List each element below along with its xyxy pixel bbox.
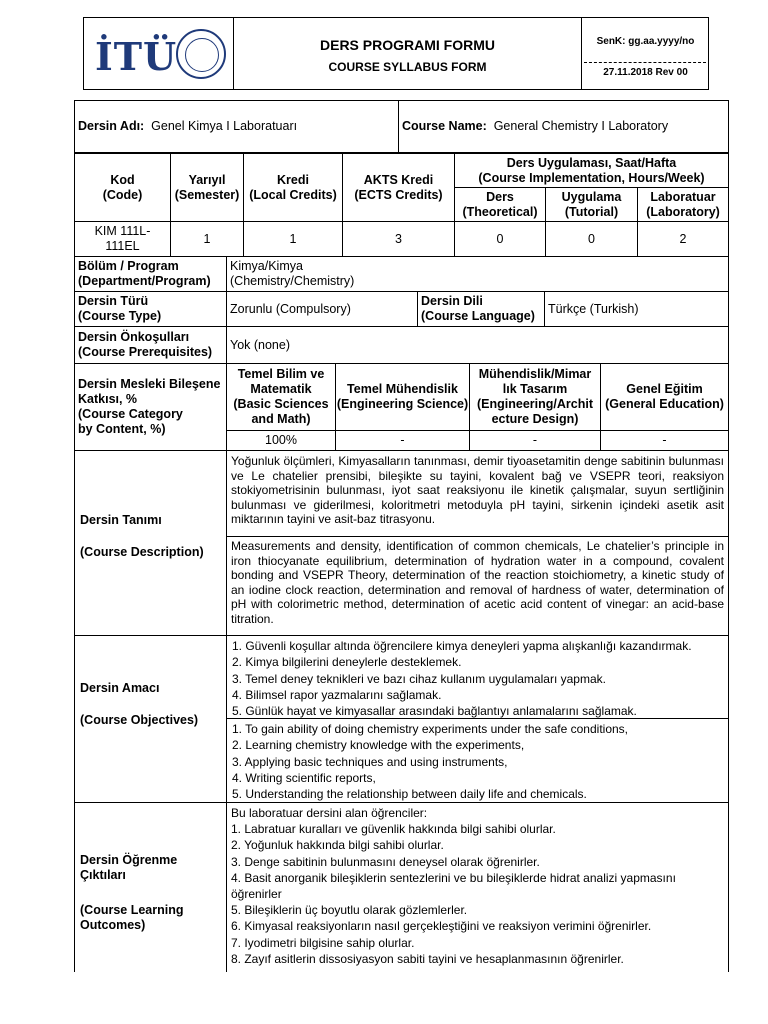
objective-tr-item: 4. Bilimsel rapor yazmalarını sağlamak.: [232, 687, 442, 702]
local-credits-header: [243, 153, 343, 222]
course-code-line2: 111EL: [105, 239, 140, 253]
objective-en-item: 3. Applying basic techniques and using instruments,: [232, 754, 508, 769]
description-label-tr: Dersin Tanımı: [80, 513, 162, 527]
itu-logo: [95, 34, 178, 79]
program-value: [226, 256, 729, 292]
course-name-en-label: Course Name:: [402, 119, 487, 133]
prerequisites-label-en: (Course Prerequisites): [78, 345, 213, 359]
category-label-line1: Dersin Mesleki Bileşene: [78, 377, 221, 391]
implementation-header-en: (Course Implementation, Hours/Week): [478, 170, 705, 185]
engineering-design-line1: Mühendislik/Mimar: [478, 367, 592, 381]
general-education-line2: (General Education): [605, 397, 724, 411]
course-code-line1: KIM 111L-: [94, 224, 151, 238]
course-language-label: [417, 291, 545, 327]
objective-en-item: 5. Understanding the relationship between daily life and chemicals.: [232, 787, 587, 802]
theoretical-value: 0: [454, 221, 546, 257]
laboratory-header-tr: Laboratuar: [650, 189, 716, 204]
prerequisites-label: [74, 326, 227, 364]
theoretical-header: [454, 187, 546, 222]
objective-tr-item: 5. Günlük hayat ve kimyasallar arasındaki bağlantıyı anlamalarını sağlamak.: [232, 704, 637, 719]
description-tr: Yoğunluk ölçümleri, Kimyasalların tanınması, demir tiyoasetamitin denge sabitinin bulunması ve Le chatelier prensibi, bileşikte su tayini, kovalent bağ ve VSEPR teori, reaksiyon stokiyometrisinin bulunması, iyot saat reaksiyonu ile kinetik çalışmalar, suyun sertliğinin bulunması ve giderilmesi, koloritmetri metoduyla pH tayini, sirkenin içindeki asetik asit miktarının tayini ve asit-baz titrasyonu.: [226, 450, 729, 537]
semester-header-tr: Yarıyıl: [188, 172, 226, 187]
senk-code: SenK: gg.aa.yyyy/no: [596, 36, 695, 47]
outcomes-label-en: [80, 903, 184, 933]
ects-header: [342, 153, 455, 222]
code-header: [74, 153, 171, 222]
basic-sciences-line2: Matematik: [250, 382, 312, 396]
category-label-line2: Katkısı, %: [78, 392, 138, 406]
objectives-tr-list: [226, 635, 729, 719]
category-engineering-design-value: -: [469, 430, 601, 451]
semester-header: [170, 153, 244, 222]
outcomes-label-tr-line1: Dersin Öğrenme: [80, 853, 178, 867]
outcomes-label-en-line1: (Course Learning: [80, 903, 184, 917]
category-label-line3: (Course Category: [78, 407, 183, 421]
engineering-design-line4: ecture Design): [491, 412, 579, 426]
outcome-item: 8. Zayıf asitlerin dissosiyasyon sabiti tayini ve hesaplanmasının öğrenirler.: [231, 951, 624, 966]
description-label-en: (Course Description): [80, 545, 204, 559]
local-credits-header-tr: Kredi: [277, 172, 309, 187]
ects-header-tr: AKTS Kredi: [363, 172, 434, 187]
implementation-header: [454, 153, 729, 188]
logo-text: İTÜ: [95, 34, 178, 79]
engineering-design-line2: lık Tasarım: [502, 382, 568, 396]
local-credits-value: 1: [243, 221, 343, 257]
program-label-tr: Bölüm / Program: [78, 259, 179, 273]
objectives-en-list: [226, 718, 729, 803]
objective-tr-item: 3. Temel deney teknikleri ve bazı cihaz kullanım uygulamaları yapmak.: [232, 671, 606, 686]
ects-header-en: (ECTS Credits): [354, 187, 443, 202]
header-divider-left: [233, 17, 234, 90]
outcomes-label-en-line2: Outcomes): [80, 918, 146, 932]
university-seal-icon: [176, 29, 226, 79]
header-divider-right: [581, 17, 582, 90]
outcomes-label-tr-line2: Çıktıları: [80, 868, 126, 882]
category-label-line4: by Content, %): [78, 422, 166, 436]
course-name-tr-cell: [74, 100, 399, 153]
course-language-value: [544, 291, 729, 327]
course-language-label-tr: Dersin Dili: [421, 294, 483, 308]
course-name-en: General Chemistry I Laboratory: [493, 119, 669, 133]
outcome-item: 7. Iyodimetri bilgisine sahip olurlar.: [231, 935, 415, 950]
engineering-design-line3: (Engineering/Archit: [477, 397, 593, 411]
laboratory-header-en: (Laboratory): [646, 204, 720, 219]
prerequisites-value: [226, 326, 729, 364]
outcomes-label: [74, 802, 227, 972]
objective-en-item: 1. To gain ability of doing chemistry experiments under the safe conditions,: [232, 722, 628, 736]
category-label: [74, 363, 227, 451]
program-label-en: (Department/Program): [78, 274, 211, 288]
tutorial-header-en: (Tutorial): [564, 204, 619, 219]
category-engineering-science-header: [335, 363, 470, 431]
outcome-item: 2. Yoğunluk hakkında bilgi sahibi olurlar.: [231, 838, 444, 853]
local-credits-header-en: (Local Credits): [249, 187, 337, 202]
objectives-label-tr: Dersin Amacı: [80, 681, 160, 695]
outcomes-label-tr: [80, 853, 177, 883]
tutorial-header: [545, 187, 638, 222]
course-type-value: [226, 291, 418, 327]
program-label: [74, 256, 227, 292]
ects-value: 3: [342, 221, 455, 257]
outcome-item: 3. Denge sabitinin bulunmasını deneysel olarak öğrenirler.: [231, 854, 540, 869]
semester-header-en: (Semester): [174, 187, 240, 202]
laboratory-value: 2: [637, 221, 729, 257]
course-name-tr-label: Dersin Adı:: [78, 119, 145, 133]
basic-sciences-line4: and Math): [251, 412, 311, 426]
form-subtitle: COURSE SYLLABUS FORM: [328, 60, 487, 74]
category-general-education-value: -: [600, 430, 729, 451]
revision-date: 27.11.2018 Rev 00: [603, 67, 688, 78]
outcome-item: 6. Kimyasal reaksiyonların nasıl gerçekleştiğini ve reaksiyon verimini öğrenirler.: [231, 919, 652, 934]
outcome-item: 5. Bileşiklerin üç boyutlu olarak gözlemlerler.: [231, 903, 468, 918]
semester-value: 1: [170, 221, 244, 257]
description-label: [74, 450, 227, 636]
engineering-science-line2: (Engineering Science): [336, 397, 469, 411]
program-value-line1: Kimya/Kimya: [230, 259, 303, 273]
course-type-label-en: (Course Type): [78, 309, 162, 323]
basic-sciences-line3: (Basic Sciences: [233, 397, 329, 411]
tutorial-header-tr: Uygulama: [561, 189, 622, 204]
objective-en-item: 4. Writing scientific reports,: [232, 770, 376, 785]
prerequisites-value-text: Yok (none): [230, 337, 290, 352]
laboratory-header: [637, 187, 729, 222]
category-basic-sciences-value: 100%: [226, 430, 336, 451]
prerequisites-label-tr: Dersin Önkoşulları: [78, 330, 190, 344]
outcome-item: 1. Labratuar kuralları ve güvenlik hakkında bilgi sahibi olurlar.: [231, 822, 556, 837]
outcomes-intro: Bu laboratuar dersini alan öğrenciler:: [231, 806, 428, 820]
course-code-value: [74, 221, 171, 257]
course-language-value-text: Türkçe (Turkish): [548, 301, 639, 316]
category-general-education-header: [600, 363, 729, 431]
theoretical-header-en: (Theoretical): [462, 204, 538, 219]
theoretical-header-tr: Ders: [486, 189, 514, 204]
objective-en-item: 2. Learning chemistry knowledge with the experiments,: [232, 738, 525, 753]
program-value-line2: (Chemistry/Chemistry): [230, 274, 355, 288]
category-basic-sciences-header: [226, 363, 336, 431]
category-engineering-design-header: [469, 363, 601, 431]
outcomes-list: [226, 802, 729, 972]
course-type-label-tr: Dersin Türü: [78, 294, 149, 308]
code-header-tr: Kod: [110, 172, 135, 187]
seal-inner-ring: [185, 38, 219, 72]
course-name-tr: Genel Kimya I Laboratuarı: [151, 119, 298, 133]
code-header-en: (Code): [102, 187, 143, 202]
description-en: Measurements and density, identification of common chemicals, Le chatelier’s principle in iron thiocyanate equilibrium, determination of hydration water in a compound, covalent bonding and VSEPR Theory, determination of the reaction stoichiometry, a kinetic study of an iodine clock reaction, determination and removal of hardness of water, determination of pH with colorimetric method, determination of acetic acid content of vinegar: an acid-base titration.: [226, 536, 729, 636]
objective-tr-item: 2. Kimya bilgilerini deneylerle desteklemek.: [232, 655, 462, 670]
general-education-line1: Genel Eğitim: [626, 382, 703, 396]
objectives-label-en: (Course Objectives): [80, 713, 199, 727]
course-name-en-cell: [398, 100, 729, 153]
tutorial-value: 0: [545, 221, 638, 257]
form-title: DERS PROGRAMI FORMU: [320, 37, 495, 53]
course-type-label: [74, 291, 227, 327]
course-language-label-en: (Course Language): [421, 309, 535, 323]
objective-tr-item: 1. Güvenli koşullar altında öğrencilere kimya deneyleri yapma alışkanlığı kazandırmak.: [232, 639, 692, 653]
implementation-header-tr: Ders Uygulaması, Saat/Hafta: [506, 155, 677, 170]
course-type-value-text: Zorunlu (Compulsory): [230, 301, 351, 316]
basic-sciences-line1: Temel Bilim ve: [237, 367, 325, 381]
senk-dashed-rule: [584, 62, 706, 63]
category-engineering-science-value: -: [335, 430, 470, 451]
outcome-item: 4. Basit anorganik bileşiklerin sentezlerini ve bu bileşiklerde hidrat analizi yapmasını öğrenirler: [231, 870, 676, 902]
engineering-science-line1: Temel Mühendislik: [347, 382, 458, 396]
objectives-label: [74, 635, 227, 803]
